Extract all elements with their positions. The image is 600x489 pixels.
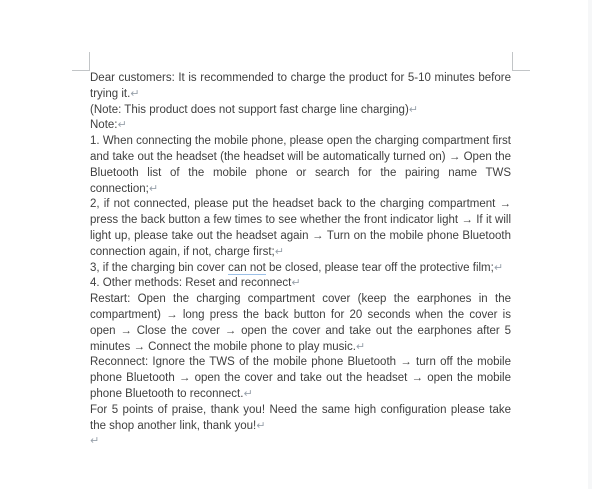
para-step-3[interactable] xyxy=(90,261,511,277)
margin-crop-mark-top-left xyxy=(72,52,90,71)
paragraph-mark: ↵ xyxy=(148,182,159,195)
paragraph-mark: ↵ xyxy=(130,87,140,100)
paragraph-mark: ↵ xyxy=(274,245,284,258)
para-reconnect[interactable] xyxy=(90,355,511,402)
paragraph-text: 3, if the charging bin cover xyxy=(90,261,229,274)
paragraph-mark: ↵ xyxy=(90,435,100,448)
para-note-fast-charge[interactable] xyxy=(90,103,511,119)
paragraph-text: 1. When connecting the mobile phone, please open the charging compartment first and take out the headset (the headset will be automatically turned on) → Open the Bluetooth list of the mobile phone or search for the pairing name TWS connection; xyxy=(90,135,511,195)
paragraph-mark: ↵ xyxy=(117,119,127,132)
paragraph-mark: ↵ xyxy=(493,261,504,274)
grammar-underlined-text: can not xyxy=(228,261,266,274)
paragraph-text: 2, if not connected, please put the headset back to the charging compartment → press the back button a few times to see whether the front indicator light → If it will light up, please take out the headset again → Turn on the mobile phone Bluetooth connection again, if not, charge first; xyxy=(90,198,511,258)
paragraph-text: Reconnect: Ignore the TWS of the mobile phone Bluetooth → turn off the mobile phone Bluetooth → open the cover and take out the headset → open the mobile phone Bluetooth to reconnect. xyxy=(90,356,511,400)
document-body[interactable] xyxy=(90,71,511,450)
paragraph-text: (Note: This product does not support fast charge line charging) xyxy=(90,103,409,116)
page-edge-shadow xyxy=(588,0,592,489)
para-empty[interactable] xyxy=(90,434,511,450)
paragraph-mark: ↵ xyxy=(256,419,266,432)
para-step-2[interactable] xyxy=(90,197,511,260)
paragraph-mark: ↵ xyxy=(291,277,301,290)
para-restart[interactable] xyxy=(90,292,511,355)
paragraph-text: Note: xyxy=(90,119,118,132)
paragraph-mark: ↵ xyxy=(243,387,253,400)
paragraph-mark: ↵ xyxy=(408,103,418,116)
para-step-4[interactable] xyxy=(90,276,511,292)
margin-crop-mark-top-right xyxy=(512,52,530,71)
paragraph-text: For 5 points of praise, thank you! Need the same high configuration please take the shop another link, thank you! xyxy=(90,403,511,432)
para-step-1[interactable] xyxy=(90,134,511,197)
para-note-heading[interactable] xyxy=(90,118,511,134)
paragraph-text: be closed, please tear off the protective film; xyxy=(265,261,494,274)
paragraph-text: Dear customers: It is recommended to charge the product for 5-10 minutes before trying it. xyxy=(90,72,511,100)
para-greeting[interactable] xyxy=(90,71,511,103)
paragraph-text: Restart: Open the charging compartment cover (keep the earphones in the compartment) → long press the back button for 20 seconds when the cover is open → Close the cover → open the cover and take out the earphones after 5 minutes → Connect the mobile phone to play music. xyxy=(90,293,511,353)
paragraph-text: 4. Other methods: Reset and reconnect xyxy=(90,277,292,290)
para-praise[interactable] xyxy=(90,403,511,435)
paragraph-mark: ↵ xyxy=(355,340,366,353)
